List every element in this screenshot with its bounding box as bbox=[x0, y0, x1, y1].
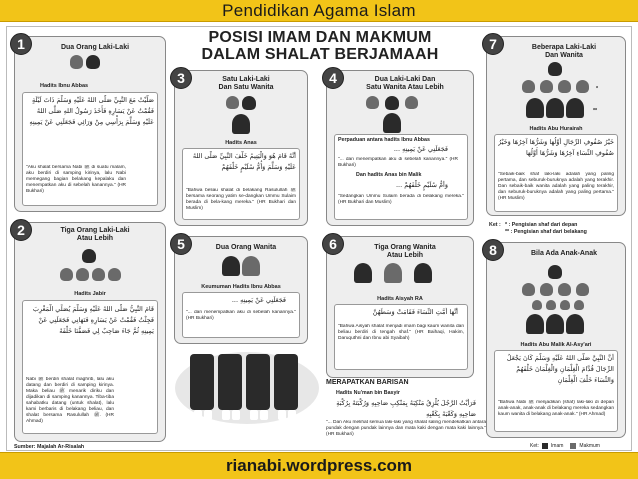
panel-8-title: Bila Ada Anak-Anak bbox=[531, 250, 597, 257]
legend-makmum-swatch bbox=[570, 443, 576, 449]
panel-4-label1: Perpaduan antara hadits Ibnu Abbas bbox=[338, 137, 430, 143]
footer-bar bbox=[0, 452, 638, 479]
makmum-figure bbox=[366, 96, 379, 109]
panel-4-label2: Dan hadits Anas bin Malik bbox=[356, 172, 422, 178]
panel-7-number: 7 bbox=[482, 33, 504, 55]
footer-url[interactable]: rianabi.wordpress.com bbox=[225, 456, 413, 475]
woman-imam-figure bbox=[384, 263, 402, 283]
woman-makmum-figure bbox=[566, 314, 584, 334]
woman-makmum-figure bbox=[222, 256, 240, 276]
panel-2-hadith-label: Hadits Jabir bbox=[74, 291, 106, 297]
rows-illustration bbox=[172, 344, 322, 426]
panel-8-hadith-label: Hadits Abu Malik Al-Asy'ari bbox=[520, 342, 592, 348]
makmum-figure bbox=[576, 283, 589, 296]
makmum-figure bbox=[522, 283, 535, 296]
rows-title: MERAPATKAN BARISAN bbox=[326, 379, 409, 386]
panel-2-arabic: قَامَ النَّبِيُّ صَلَّى اللهُ عَلَيْهِ وَسَلَّمَ يُصَلِّي الْمَغْرِبَ فَجِئْتُ فَقُمْتُ عَنْ يَسَارِهِ فَنَهَانِي فَجَعَلَنِي عَنْ يَمِينِهِ ثُمَّ جَاءَ صَاحِبٌ لِي فَصَفَّنَا خَلْفَهُ bbox=[32, 305, 154, 335]
panel-5-translation: "... dan menempatkan aku di sebelah kanannya." (HR Bukhari) bbox=[186, 310, 296, 321]
woman-figure bbox=[354, 263, 372, 283]
panel-4-arabic1: فَجَعَلَنِي عَنْ يَمِينِهِ ... bbox=[393, 145, 448, 153]
ket-label: Ket : bbox=[489, 222, 501, 228]
header-title: Pendidikan Agama Islam bbox=[222, 0, 416, 20]
ket-back: ** : Pengisian shaf dari belakang bbox=[505, 229, 587, 235]
panel-4-arabic2: وَأُمُّ سُلَيْمٍ خَلْفَهُمْ ... bbox=[395, 181, 448, 189]
legend-label: Ket: bbox=[530, 443, 539, 449]
imam-figure bbox=[242, 96, 256, 110]
woman-makmum-figure bbox=[232, 114, 250, 134]
woman-makmum-figure bbox=[526, 314, 544, 334]
panel-1-hadith-label: Hadits Ibnu Abbas bbox=[40, 83, 89, 89]
panel-4-trans1: "... dan menempatkan aku di sebelah kanannya." (HR Bukhari) bbox=[338, 157, 458, 168]
panel-1-translation: "Aku shalat bersama Nabi ﷺ di suatu malam, aku berdiri di samping kirinya, lalu Nabi memegang bagian belakang kepalaku dan menempatkan aku di sebelah kanannya." (HR Bukhari) bbox=[26, 165, 126, 194]
legend-makmum-label: Makmum bbox=[579, 443, 600, 449]
panel-8-translation: "Bahwa Nabi ﷺ menjadikan (shaf) laki-laki di depan anak-anak, anak-anak di belakang mereka sedangkan kaum wanita di belakang anak-anak." (HR Ahmad) bbox=[498, 400, 614, 417]
panel-3-translation: "Bahwa beliau shalat di belakang Rasulullah ﷺ bersama seorang yatim se-dangkan Ummu Sulaim berada di bela-kang mereka." (HR Bukhari dan Muslim) bbox=[186, 188, 296, 211]
panel-6-title-line1: Tiga Orang Wanita bbox=[374, 244, 436, 251]
panel-6-title-line2: Atau Lebih bbox=[386, 252, 424, 259]
panel-1-title: Dua Orang Laki-Laki bbox=[60, 44, 130, 51]
woman-makmum-figure bbox=[546, 98, 564, 118]
main-title-line1: POSISI IMAM DAN MAKMUM bbox=[208, 29, 432, 46]
makmum-figure bbox=[558, 283, 571, 296]
panel-2-title-line2: Atau Lebih bbox=[76, 235, 114, 242]
panel-6-hadith-label: Hadits Aisyah RA bbox=[377, 296, 423, 302]
panel-5-arabic: فَجَعَلَنِي عَنْ يَمِينِهِ ... bbox=[231, 296, 286, 304]
panel-3-hadith-label: Hadits Anas bbox=[225, 140, 257, 146]
rows-translation: "... Dan Aku melihat semua laki-laki yang shalat saling mendekatkan antara pundak dengan pundak lainnya dan mata kaki dengan mata kaki lainnya." (HR Bukhari) bbox=[326, 420, 486, 437]
imam-figure bbox=[82, 249, 96, 263]
woman-makmum-figure bbox=[526, 98, 544, 118]
makmum-figure bbox=[558, 80, 571, 93]
panel-6-title bbox=[350, 244, 460, 260]
panel-4-number: 4 bbox=[322, 67, 344, 89]
makmum-figure bbox=[92, 268, 105, 281]
panel-3-title-line2: Dan Satu Wanita bbox=[218, 84, 274, 91]
panel-8-number: 8 bbox=[482, 239, 504, 261]
legend bbox=[530, 443, 630, 449]
main-title bbox=[174, 29, 466, 63]
panel-4-title-line2: Satu Wanita Atau Lebih bbox=[366, 84, 444, 91]
makmum-figure bbox=[522, 80, 535, 93]
legend-imam-label: Imam bbox=[550, 443, 564, 449]
makmum-figure bbox=[540, 283, 553, 296]
imam-figure bbox=[548, 62, 562, 76]
panel-2-title bbox=[40, 227, 150, 243]
panel-7-hadith-label: Hadits Abu Hurairah bbox=[529, 126, 583, 132]
ket-front: * : Pengisian shaf dari depan bbox=[505, 222, 578, 228]
makmum-figure bbox=[540, 80, 553, 93]
source-text: Sumber: Majalah Ar-Risalah bbox=[14, 444, 85, 450]
panel-4-trans2: "Sedangkan Ummu Sulaim berada di belakang mereka." (HR Bukhari dan Muslim) bbox=[338, 194, 464, 205]
panel-4-title-line1: Dua Laki-Laki Dan bbox=[374, 76, 436, 83]
panel-6-arabic: أَنَّهَا أَمَّتِ النِّسَاءَ فَقَامَتْ وَسَطَهُنَّ bbox=[372, 308, 458, 316]
makmum-figure bbox=[60, 268, 73, 281]
child-figure bbox=[532, 300, 542, 310]
legend-imam-swatch bbox=[542, 443, 548, 449]
child-figure bbox=[574, 300, 584, 310]
panel-2-title-line1: Tiga Orang Laki-Laki bbox=[60, 227, 130, 234]
main-title-line2: DALAM SHALAT BERJAMAAH bbox=[201, 46, 439, 63]
panel-7-star1: * bbox=[596, 86, 599, 92]
panel-2-translation: Nabi ﷺ berdiri shalat maghrib, lalu aku datang dan berdiri di samping kirinya. Maka beliau ﷺ menarik diriku dan dijadikan di samping kanannya. Tiba-tiba sahabatku datang (untuk shalat), lalu kami berbaris di belakang beliau, dan shalat bersama Rasulullah ﷺ. (HR Ahmad) bbox=[26, 377, 114, 424]
makmum-figure bbox=[405, 96, 418, 109]
header-bar bbox=[0, 0, 638, 22]
panel-7-translation: "Sebaik-baik shaf laki-laki adalah yang paling pertama, dan seburuk-buruknya adalah yang terakhir. Dan sebaik-baik wanita adalah yang paling terakhir, dan seburuk-buruknya adalah yang paling pertama." (HR Muslim) bbox=[498, 172, 614, 201]
panel-6-number: 6 bbox=[322, 233, 344, 255]
imam-figure bbox=[385, 96, 399, 110]
panel-6-translation: "Bahwa Aisyah shalat menjadi imam bagi kaum wanita dan beliau berdiri di tengah shaf." (HR Baihaqi, Hakim, Daruquthni dan Ibnu abi Syaibah) bbox=[338, 324, 464, 341]
panel-2-number: 2 bbox=[10, 219, 32, 241]
child-figure bbox=[546, 300, 556, 310]
panel-1-number: 1 bbox=[10, 33, 32, 55]
woman-makmum-figure bbox=[546, 314, 564, 334]
woman-figure bbox=[414, 263, 432, 283]
panel-1-arabic: صَلَّيْتُ مَعَ النَّبِيِّ صَلَّى اللهُ عَلَيْهِ وَسَلَّمَ ذَاتَ لَيْلَةٍ فَقُمْتُ عَنْ يَسَارِهِ فَأَخَذَ رَسُولُ اللهِ صَلَّى اللهُ عَلَيْهِ وَسَلَّمَ بِرَأْسِي مِنْ وَرَائِي فَجَعَلَنِي عَنْ يَمِينِهِ bbox=[29, 96, 154, 126]
child-figure bbox=[560, 300, 570, 310]
makmum-figure bbox=[76, 268, 89, 281]
makmum-figure bbox=[576, 80, 589, 93]
panel-7-title-line1: Beberapa Laki-Laki bbox=[531, 44, 597, 51]
panel-7-star2: ** bbox=[593, 108, 598, 114]
panel-7-arabic: خَيْرُ صُفُوفِ الرِّجَالِ أَوَّلُهَا وَشَرُّهَا آخِرُهَا وَخَيْرُ صُفُوفِ النِّسَاءِ آخِرُهَا وَشَرُّهَا أَوَّلُهَا bbox=[498, 138, 614, 157]
rows-hadith-label: Hadits Nu'man bin Basyir bbox=[336, 390, 400, 396]
panel-4-title bbox=[350, 76, 460, 92]
panel-8-arabic: أَنَّ النَّبِيَّ صَلَّى اللهُ عَلَيْهِ وَسَلَّمَ كَانَ يَجْعَلُ الرِّجَالَ قُدَّامَ الْغِلْمَانِ وَالْغِلْمَانَ خَلْفَهُمْ وَالنِّسَاءَ خَلْفَ الْغِلْمَانِ bbox=[506, 354, 614, 384]
woman-imam-figure bbox=[242, 256, 260, 276]
rows-arabic: فَرَأَيْتُ الرَّجُلَ يُلْزِقُ مَنْكِبَهُ بِمَنْكِبِ صَاحِبِهِ وَرُكْبَتَهُ بِرُكْبَةِ صَاحِبِهِ وَكَعْبَهُ بِكَعْبِهِ bbox=[336, 399, 476, 418]
woman-makmum-figure bbox=[383, 113, 401, 133]
panel-3-title bbox=[196, 76, 296, 92]
panel-3-arabic: أَنَّهُ قَامَ هُوَ وَالْيَتِيمُ خَلْفَ النَّبِيِّ صَلَّى اللهُ عَلَيْهِ وَسَلَّمَ وَأُمُّ سُلَيْمٍ خَلْفَهُمْ bbox=[192, 152, 296, 171]
woman-makmum-figure bbox=[566, 98, 584, 118]
makmum-figure bbox=[226, 96, 239, 109]
panel-7-title bbox=[510, 44, 618, 60]
imam-figure bbox=[548, 265, 562, 279]
imam-figure bbox=[86, 55, 100, 69]
panel-5-title: Dua Orang Wanita bbox=[215, 244, 277, 251]
panel-3-title-line1: Satu Laki-Laki bbox=[222, 76, 270, 83]
makmum-figure bbox=[108, 268, 121, 281]
panel-7-title-line2: Dan Wanita bbox=[545, 52, 583, 59]
panel-3-number: 3 bbox=[170, 67, 192, 89]
panel-5-hadith-label: Keumuman Hadits Ibnu Abbas bbox=[201, 284, 281, 290]
panel-5-number: 5 bbox=[170, 233, 192, 255]
